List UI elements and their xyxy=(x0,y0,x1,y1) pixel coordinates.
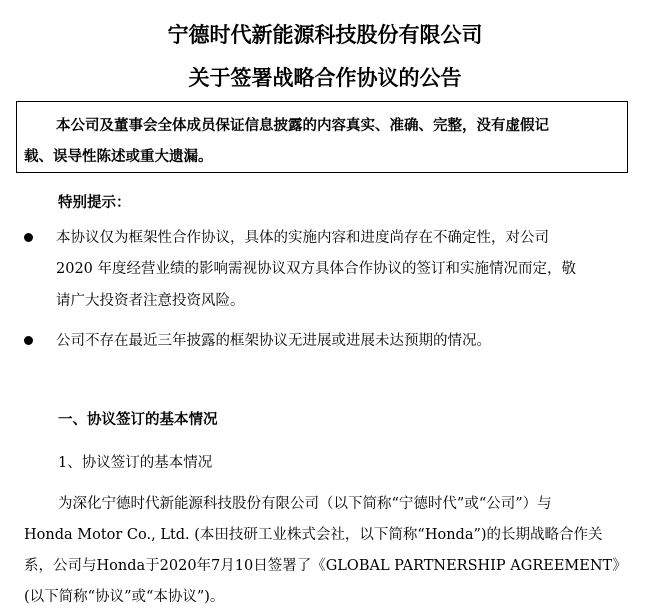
paragraph-line-3: 系，公司与Honda于2020年7月10日签署了《GLOBAL PARTNERSHIP AGREEMENT》 xyxy=(24,558,627,574)
bullet-1-line-2: 2020 年度经营业绩的影响需视协议双方具体合作协议的签订和实施情况而定，敬 xyxy=(56,261,577,277)
special-tips-heading: 特别提示： xyxy=(58,195,131,211)
subsection-heading: 1、协议签订的基本情况 xyxy=(58,455,213,471)
bullet-1-line-3: 请广大投资者注意投资风险。 xyxy=(56,293,245,309)
paragraph-line-4: (以下简称“协议”或“本协议”)。 xyxy=(24,589,225,605)
bullet-icon xyxy=(24,233,33,242)
disclaimer-line-2: 载、误导性陈述或重大遗漏。 xyxy=(24,149,213,165)
announcement-title: 关于签署战略合作协议的公告 xyxy=(188,66,462,90)
bullet-2-line-1: 公司不存在最近三年披露的框架协议无进展或进展未达预期的情况。 xyxy=(56,333,491,349)
disclaimer-line-1: 本公司及董事会全体成员保证信息披露的内容真实、准确、完整，没有虚假记 xyxy=(56,118,549,134)
company-name: 宁德时代新能源科技股份有限公司 xyxy=(167,23,483,47)
paragraph-line-1: 为深化宁德时代新能源科技股份有限公司（以下简称“宁德时代”或“公司”）与 xyxy=(58,496,552,512)
bullet-icon xyxy=(24,336,33,345)
bullet-1-line-1: 本协议仅为框架性合作协议，具体的实施内容和进度尚存在不确定性，对公司 xyxy=(56,230,549,246)
paragraph-line-2: Honda Motor Co., Ltd. (本田技研工业株式会社，以下简称“Honda”)的长期战略合作关 xyxy=(24,527,603,543)
section-heading: 一、协议签订的基本情况 xyxy=(58,412,218,428)
